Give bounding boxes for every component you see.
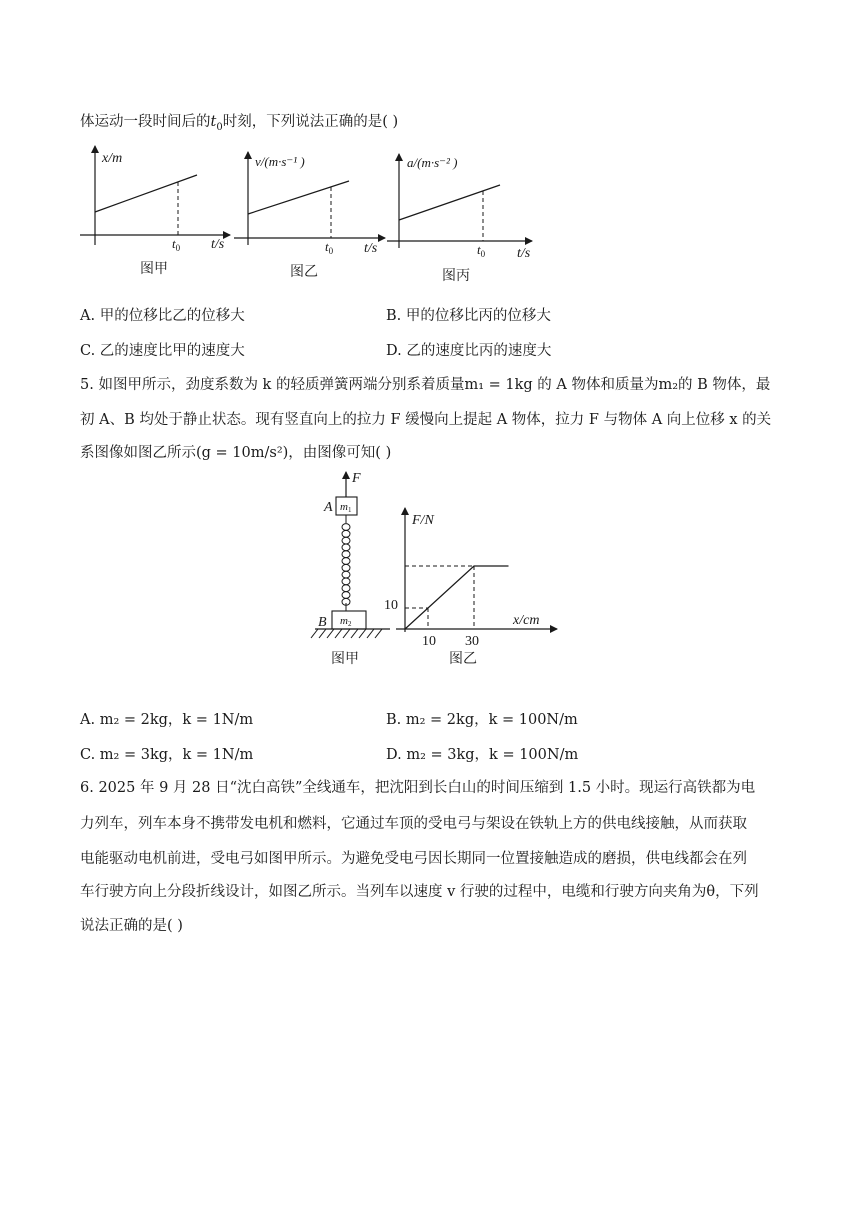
q5-line-2: 初 A、B 均处于静止状态。现有竖直向上的拉力 F 缓慢向上提起 A 物体，拉力 F 与物体 A 向上位移 x 的关 bbox=[80, 412, 772, 428]
graph-yi-caption: 图乙 bbox=[290, 265, 318, 280]
hatch-line bbox=[327, 629, 334, 638]
q5-figure-yi bbox=[384, 508, 557, 667]
label-b: B bbox=[318, 615, 327, 630]
graph-bing-ylabel: a/(m·s⁻² ) bbox=[407, 155, 458, 170]
q5-line-3: 系图像如图乙所示(g = 10m/s²)，由图像可知( ) bbox=[80, 445, 392, 461]
fig-jia-caption: 图甲 bbox=[331, 652, 359, 667]
spring-coil bbox=[342, 585, 350, 592]
q6-line-5: 说法正确的是( ) bbox=[80, 918, 183, 934]
graph-jia-caption: 图甲 bbox=[140, 262, 168, 277]
q4-stem-sub: 0 bbox=[216, 121, 223, 133]
q6-line-4: 车行驶方向上分段折线设计，如图乙所示。当列车以速度 v 行驶的过程中，电缆和行驶方向夹角为θ，下列 bbox=[80, 884, 759, 900]
graph-bing-t0: $t_0$ bbox=[477, 242, 486, 259]
q5-option-d[interactable]: D. m₂ = 3kg，k = 100N/m bbox=[386, 747, 579, 763]
hatch-line bbox=[319, 629, 326, 638]
graph-bing-caption: 图丙 bbox=[442, 269, 470, 284]
graph-yi bbox=[234, 152, 385, 280]
graph-yi-line bbox=[248, 181, 349, 214]
graph-jia-line bbox=[95, 175, 197, 212]
spring-coil bbox=[342, 558, 350, 565]
graph-yi-xlabel: t/s bbox=[364, 241, 378, 256]
spring-coil bbox=[342, 544, 350, 551]
spring-coil bbox=[342, 530, 350, 537]
spring-coil bbox=[342, 537, 350, 544]
q4-stem-var: t bbox=[210, 114, 217, 130]
fig-yi-caption: 图乙 bbox=[449, 652, 477, 667]
graph-jia-xlabel: t/s bbox=[211, 237, 225, 252]
spring-coil bbox=[342, 578, 350, 585]
spring bbox=[342, 515, 350, 611]
q4-stem-b: 时刻，下列说法正确的是( ) bbox=[222, 114, 399, 130]
hatch-line bbox=[375, 629, 382, 638]
fx-ylabel: F/N bbox=[412, 513, 434, 528]
spring-coil bbox=[342, 564, 350, 571]
fx-xtick-10: 10 bbox=[422, 634, 436, 649]
fx-plot bbox=[405, 566, 509, 629]
hatch-line bbox=[343, 629, 350, 638]
q4-option-c[interactable]: C. 乙的速度比甲的速度大 bbox=[80, 343, 245, 359]
q5-figure-jia bbox=[311, 471, 390, 667]
graph-jia-ylabel: x/m bbox=[102, 151, 123, 166]
spring-coil bbox=[342, 551, 350, 558]
spring-coil bbox=[342, 571, 350, 578]
fx-ytick-10: 10 bbox=[384, 598, 398, 613]
label-a: A bbox=[324, 500, 333, 515]
q5-option-b[interactable]: B. m₂ = 2kg，k = 100N/m bbox=[386, 712, 578, 728]
graph-yi-t0: $t_0$ bbox=[325, 239, 334, 256]
q4-option-b[interactable]: B. 甲的位移比丙的位移大 bbox=[386, 308, 551, 324]
q4-stem-a: 体运动一段时间后的 bbox=[80, 114, 211, 130]
q4-option-d[interactable]: D. 乙的速度比丙的速度大 bbox=[386, 343, 552, 359]
graph-jia bbox=[80, 146, 230, 277]
hatch-line bbox=[311, 629, 318, 638]
ground-hatch bbox=[311, 629, 382, 638]
q5-line-1: 5. 如图甲所示，劲度系数为 k 的轻质弹簧两端分别系着质量m₁ = 1kg 的 A 物体和质量为m₂的 B 物体，最 bbox=[80, 377, 771, 393]
q5-option-a[interactable]: A. m₂ = 2kg，k = 1N/m bbox=[80, 712, 254, 728]
graph-yi-ylabel: v/(m·s⁻¹ ) bbox=[255, 154, 305, 169]
fx-xlabel: x/cm bbox=[513, 613, 540, 628]
graph-bing-line bbox=[399, 185, 500, 220]
fx-series-line bbox=[405, 566, 509, 629]
spring-coil bbox=[342, 524, 350, 531]
spring-coil bbox=[342, 592, 350, 599]
graph-jia-t0: $t_0$ bbox=[172, 236, 181, 253]
hatch-line bbox=[359, 629, 366, 638]
q6-line-2: 力列车，列车本身不携带发电机和燃料，它通过车顶的受电弓与架设在铁轨上方的供电线接触，从而获取 bbox=[80, 816, 747, 832]
fx-xtick-30: 30 bbox=[465, 634, 479, 649]
block-b-mass: m2 bbox=[340, 615, 352, 628]
q4-option-a[interactable]: A. 甲的位移比乙的位移大 bbox=[80, 308, 245, 324]
graph-bing bbox=[387, 154, 532, 284]
q6-line-3: 电能驱动电机前进，受电弓如图甲所示。为避免受电弓因长期同一位置接触造成的磨损，供电线都会在列 bbox=[80, 851, 747, 867]
q6-line-1: 6. 2025 年 9 月 28 日“沈白高铁”全线通车，把沈阳到长白山的时间压缩到 1.5 小时。现运行高铁都为电 bbox=[80, 780, 756, 796]
force-label: F bbox=[352, 471, 361, 486]
graph-bing-xlabel: t/s bbox=[517, 246, 531, 261]
q5-option-c[interactable]: C. m₂ = 3kg，k = 1N/m bbox=[80, 747, 254, 763]
hatch-line bbox=[367, 629, 374, 638]
block-a-mass: m1 bbox=[340, 501, 352, 514]
hatch-line bbox=[335, 629, 342, 638]
hatch-line bbox=[351, 629, 358, 638]
